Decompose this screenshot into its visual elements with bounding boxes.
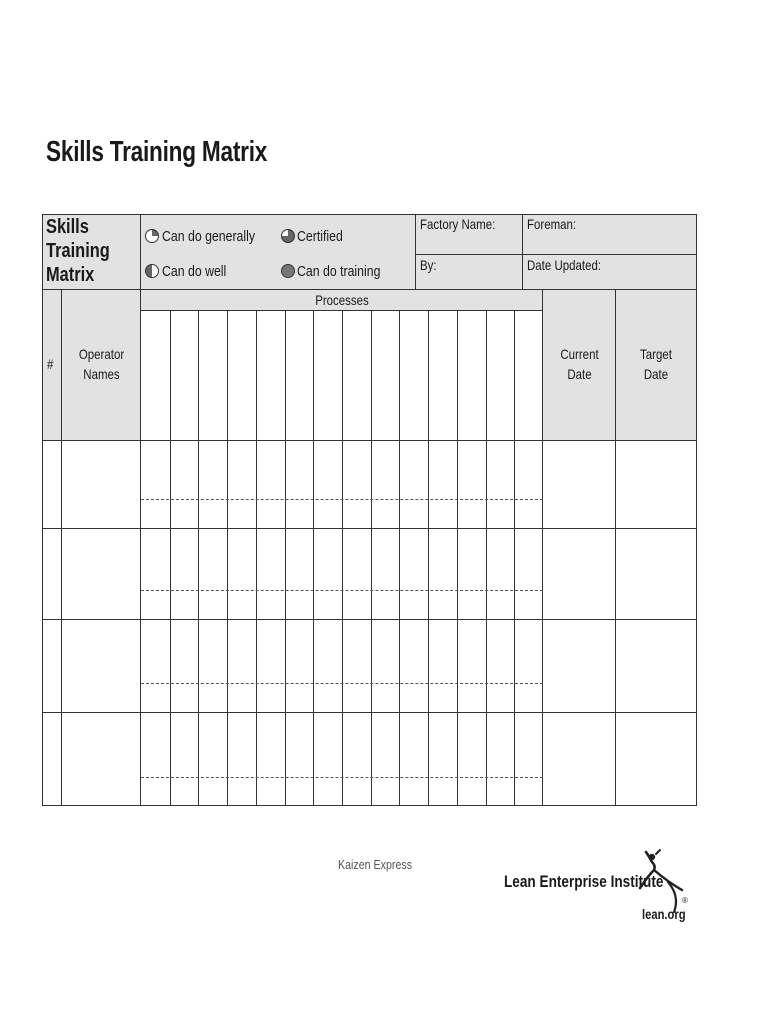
table-row[interactable]: [42, 528, 697, 619]
number-column-header: #: [47, 356, 54, 372]
header-title-line-1: Skills: [46, 216, 89, 238]
half-circle-icon: [145, 264, 159, 278]
table-row[interactable]: [42, 441, 697, 528]
table-row[interactable]: [42, 712, 697, 806]
logo-name: Lean Enterprise Institute: [504, 872, 664, 891]
logo-url: lean.org: [642, 906, 686, 922]
header-title-line-2: Training: [46, 240, 110, 262]
quarter-circle-icon: [145, 229, 159, 243]
current-date-header-line-1: Current: [560, 346, 599, 362]
row-divider: [42, 619, 697, 620]
registered-mark: ®: [682, 896, 688, 905]
page-title: Skills Training Matrix: [46, 136, 268, 168]
row-split-dotted-line: [141, 499, 543, 500]
target-date-header-line-1: Target: [640, 346, 672, 362]
row-divider: [42, 528, 697, 529]
factory-name-label: Factory Name:: [420, 216, 496, 232]
row-split-dotted-line: [141, 590, 543, 591]
operator-names-header-line-2: Names: [83, 366, 120, 382]
date-updated-label: Date Updated:: [527, 257, 602, 273]
full-circle-icon: [281, 264, 295, 278]
target-date-header-line-2: Date: [643, 366, 669, 382]
row-split-dotted-line: [141, 777, 543, 778]
legend-label: Can do generally: [162, 228, 256, 245]
row-split-dotted-line: [141, 683, 543, 684]
by-label: By:: [420, 257, 437, 273]
current-date-header-line-2: Date: [567, 366, 592, 382]
processes-header: Processes: [315, 292, 369, 308]
row-divider: [42, 712, 697, 713]
legend-label: Can do well: [162, 263, 227, 280]
lean-enterprise-logo: [500, 848, 700, 928]
header-title-line-3: Matrix: [46, 264, 95, 286]
table-row[interactable]: [42, 619, 697, 712]
legend-label: Can do training: [297, 263, 381, 280]
publisher-text: Kaizen Express: [338, 857, 413, 872]
three-quarter-circle-icon: [281, 229, 295, 243]
legend-label: Certified: [297, 228, 343, 245]
operator-names-header-line-1: Operator: [78, 346, 125, 362]
foreman-label: Foreman:: [527, 216, 577, 232]
